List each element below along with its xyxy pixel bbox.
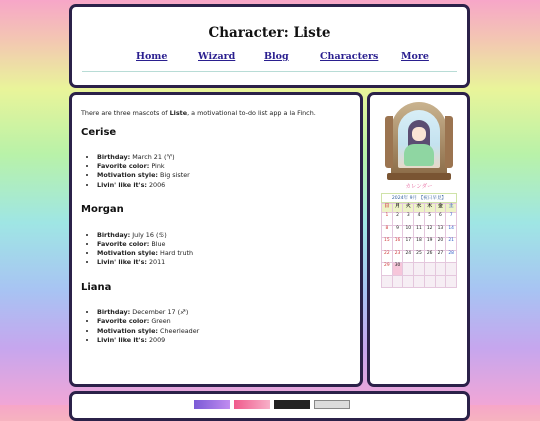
weekday-cell: 日 bbox=[382, 204, 393, 213]
calendar-day-cell bbox=[403, 263, 414, 276]
list-item: • Livin' like it's: 2009 bbox=[97, 336, 351, 345]
calendar-day-cell: 17 bbox=[403, 238, 414, 251]
window-shutter-right bbox=[445, 116, 453, 168]
calendar-week-row bbox=[382, 250, 457, 263]
calendar-day-cell: 7 bbox=[446, 213, 457, 226]
page-title: Character: Liste bbox=[208, 25, 331, 41]
calendar-day-cell: 28 bbox=[446, 250, 457, 263]
list-item: • Birthday: July 16 (♋) bbox=[97, 231, 351, 240]
calendar-day-cell: 2 bbox=[392, 213, 403, 226]
calendar-day-cell: 16 bbox=[392, 238, 403, 251]
calendar-day-cell bbox=[424, 263, 435, 276]
calendar-day-cell bbox=[392, 275, 403, 288]
character-heading-cerise: Cerise bbox=[81, 126, 117, 138]
character-heading-liana: Liana bbox=[81, 281, 112, 293]
character-details-morgan bbox=[81, 231, 351, 267]
calendar-day-cell: 20 bbox=[435, 238, 446, 251]
calendar-day-cell bbox=[382, 275, 393, 288]
weekday-cell: 月 bbox=[392, 204, 403, 213]
calendar-week-row bbox=[382, 275, 457, 288]
header-divider bbox=[82, 71, 457, 72]
list-item: • Livin' like it's: 2011 bbox=[97, 258, 351, 267]
calendar-day-cell: 10 bbox=[403, 225, 414, 238]
footer-panel bbox=[69, 391, 470, 421]
calendar-day-cell: 11 bbox=[414, 225, 425, 238]
girl-face bbox=[412, 127, 426, 141]
calendar-day-cell bbox=[446, 263, 457, 276]
calendar-day-cell bbox=[403, 275, 414, 288]
list-item: • Birthday: December 17 (♐) bbox=[97, 308, 351, 317]
calendar-day-cell bbox=[424, 275, 435, 288]
calendar-day-cell: 13 bbox=[435, 225, 446, 238]
window-illustration bbox=[391, 102, 447, 178]
calendar-day-cell bbox=[414, 275, 425, 288]
list-item: • Motivation style: Hard truth bbox=[97, 249, 351, 258]
calendar-day-cell: 19 bbox=[424, 238, 435, 251]
character-details-cerise bbox=[81, 153, 351, 189]
weekday-cell: 水 bbox=[414, 204, 425, 213]
weekday-cell: 金 bbox=[435, 204, 446, 213]
calendar-day-cell: 5 bbox=[424, 213, 435, 226]
girl-sweater bbox=[404, 144, 434, 166]
calendar-day-cell: 6 bbox=[435, 213, 446, 226]
window-pane bbox=[398, 110, 440, 168]
nav-link-wizard[interactable]: Wizard bbox=[198, 51, 236, 62]
sidebar-panel bbox=[367, 92, 470, 387]
intro-text: There are three mascots of Liste, a motivational to-do list app a la Finch. bbox=[81, 109, 316, 117]
calendar-day-cell: 26 bbox=[424, 250, 435, 263]
calendar-day-cell bbox=[446, 275, 457, 288]
calendar-day-cell: 23 bbox=[392, 250, 403, 263]
calendar-day-cell bbox=[414, 263, 425, 276]
calendar-day-cell: 15 bbox=[382, 238, 393, 251]
calendar-day-cell bbox=[435, 263, 446, 276]
list-item: • Favorite color: Green bbox=[97, 317, 351, 326]
calendar-day-cell: 14 bbox=[446, 225, 457, 238]
article bbox=[81, 109, 351, 358]
calendar-week-row bbox=[382, 238, 457, 251]
calendar-day-cell: 12 bbox=[424, 225, 435, 238]
main-nav bbox=[72, 51, 467, 65]
calendar-day-cell: 22 bbox=[382, 250, 393, 263]
weekday-cell: 火 bbox=[403, 204, 414, 213]
nav-link-more[interactable]: More bbox=[401, 51, 429, 62]
nav-link-characters[interactable]: Characters bbox=[320, 51, 379, 62]
calendar-day-cell: 4 bbox=[414, 213, 425, 226]
list-item: • Livin' like it's: 2006 bbox=[97, 181, 351, 190]
character-details-liana bbox=[81, 308, 351, 344]
window-shutter-left bbox=[385, 116, 393, 168]
calendar-day-cell: 25 bbox=[414, 250, 425, 263]
calendar-day-cell: 8 bbox=[382, 225, 393, 238]
calendar-day-cell: 29 bbox=[382, 263, 393, 276]
character-heading-morgan: Morgan bbox=[81, 204, 124, 216]
list-item: • Birthday: March 21 (♈) bbox=[97, 153, 351, 162]
calendar-label: カレンダー bbox=[405, 184, 433, 190]
calendar-day-cell: 18 bbox=[414, 238, 425, 251]
calendar-week-row bbox=[382, 263, 457, 276]
calendar-day-cell: 24 bbox=[403, 250, 414, 263]
list-item: • Favorite color: Blue bbox=[97, 240, 351, 249]
list-item: • Favorite color: Pink bbox=[97, 162, 351, 171]
calendar-week-row bbox=[382, 213, 457, 226]
calendar-widget bbox=[381, 102, 457, 288]
weekday-cell: 土 bbox=[446, 204, 457, 213]
nav-link-home[interactable]: Home bbox=[136, 51, 168, 62]
list-item: • Motivation style: Cheerleader bbox=[97, 327, 351, 336]
nav-link-blog[interactable]: Blog bbox=[264, 51, 289, 62]
calendar-day-cell: 9 bbox=[392, 225, 403, 238]
window-sill bbox=[387, 173, 451, 180]
list-item: • Motivation style: Big sister bbox=[97, 171, 351, 180]
calendar-grid bbox=[381, 203, 457, 288]
calendar-day-cell: 21 bbox=[446, 238, 457, 251]
header-panel bbox=[69, 4, 470, 88]
calendar-day-cell-today: 30 bbox=[392, 263, 403, 276]
calendar-day-cell: 27 bbox=[435, 250, 446, 263]
calendar-weekday-row bbox=[382, 204, 457, 213]
main-content-panel bbox=[69, 92, 363, 387]
calendar-day-cell bbox=[435, 275, 446, 288]
calendar-day-cell: 1 bbox=[382, 213, 393, 226]
calendar-month-header[interactable]: 2024年 9月 【祝日早見】 bbox=[381, 193, 457, 203]
calendar-day-cell: 3 bbox=[403, 213, 414, 226]
weekday-cell: 木 bbox=[424, 204, 435, 213]
calendar-week-row bbox=[382, 225, 457, 238]
